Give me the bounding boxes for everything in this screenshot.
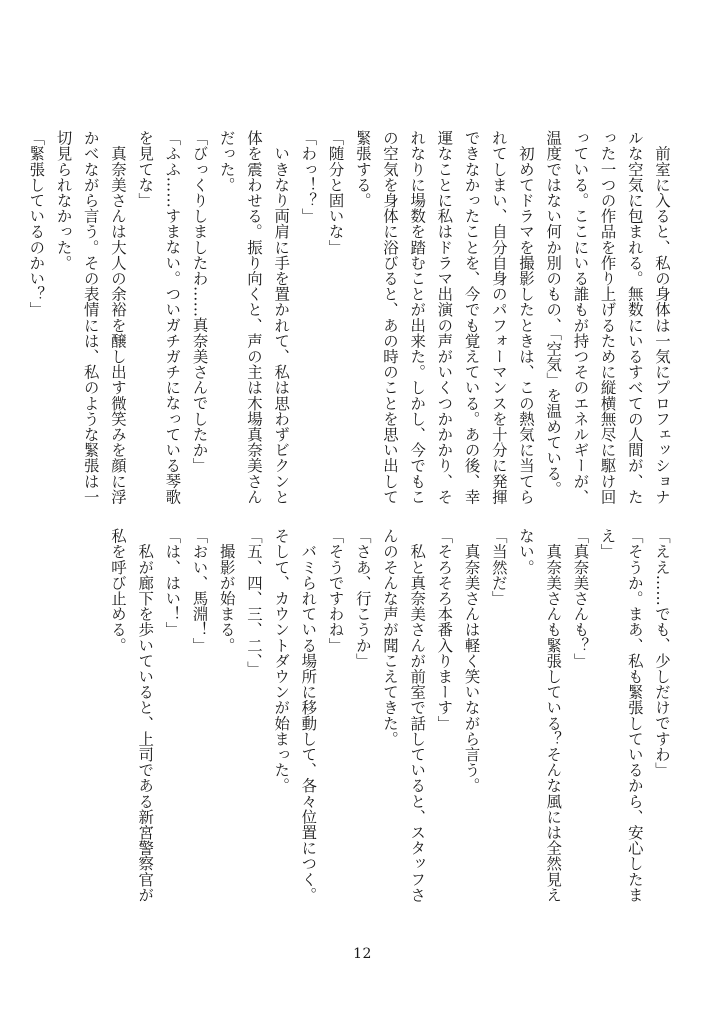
dialogue-line: 「は、はい！」 <box>163 528 182 638</box>
paragraph: 前室に入ると、私の身体は一気にプロフェッショナルな空気に包まれる。無数にいるすべての人間が、たった一つの作品を作り上げるために縦横無尽に駆け回っている。ここにいる誰もが持つそのエネルギーが、温度ではない何か別のもの、「空気」を温めている。 <box>544 130 671 505</box>
dialogue-line: 「五、四、三、二、」 <box>244 528 263 677</box>
paragraph: 初めてドラマを撮影したときは、この熱気に当てられてしまい、自分自身のパフォーマンスを十分に発揮できなかったことを、今でも覚えている。あの後、幸運なことに私はドラマ出演の声がいくつかかかり、それなりに場数を踏むことが出来た。しかし、今でもこの空気を身体に浴びると、あの時のことを思い出して緊張する。 <box>353 130 535 505</box>
paragraph: いきなり両肩に手を置かれて、私は思わずビクンと体を震わせる。振り向くと、声の主は木場真奈美さんだった。 <box>217 130 291 505</box>
dialogue-line: 「そろそろ本番入りまーす」 <box>435 528 454 731</box>
paragraph: 撮影が始まる。 <box>217 528 236 653</box>
paragraph: 真奈美さんも緊張している？そんな風には全然見えない。 <box>516 528 563 903</box>
dialogue-line: 「そうですわね」 <box>326 528 345 653</box>
paragraph: バミられている場所に移動して、各々位置につく。そして、カウントダウンが始まった。 <box>272 528 318 903</box>
dialogue-line: 「ええ……でも、少しだけですわ」 <box>653 528 671 778</box>
upper-text-block <box>27 130 675 510</box>
page-number: 12 <box>353 946 372 962</box>
dialogue-line: 「当然だ」 <box>489 528 508 606</box>
paragraph: 真奈美さんは軽く笑いながら言う。 <box>462 528 481 794</box>
dialogue-line: 「随分と固いな」 <box>326 130 345 255</box>
paragraph: 真奈美さんは大人の余裕を醸し出す微笑みを顔に浮かべながら言う。その表情には、私のような緊張は一切見られなかった。 <box>54 130 127 505</box>
dialogue-line: 「ふふ……すまない。ついガチガチになっている琴歌を見てな」 <box>136 130 182 505</box>
paragraph: 私が廊下を歩いていると、上司である新宮警察官が私を呼び止める。 <box>108 528 155 903</box>
lower-text-block <box>65 528 675 916</box>
dialogue-line: 「緊張しているのかい？」 <box>27 130 46 318</box>
dialogue-line: 「そうか。まあ、私も緊張しているから、安心したまえ」 <box>598 528 644 903</box>
paragraph: 私と真奈美さんが前室で話していると、スタッフさんのそんな声が聞こえてきた。 <box>380 528 427 903</box>
dialogue-line: 「さあ、行こうか」 <box>353 528 372 669</box>
dialogue-line: 「びっくりしましたわ……真奈美さんでしたか」 <box>190 130 209 474</box>
dialogue-line: 「わっ！？」 <box>299 130 318 224</box>
dialogue-line: 「真奈美さんも？」 <box>571 528 590 669</box>
dialogue-line: 「おい、馬淵！」 <box>190 528 209 653</box>
